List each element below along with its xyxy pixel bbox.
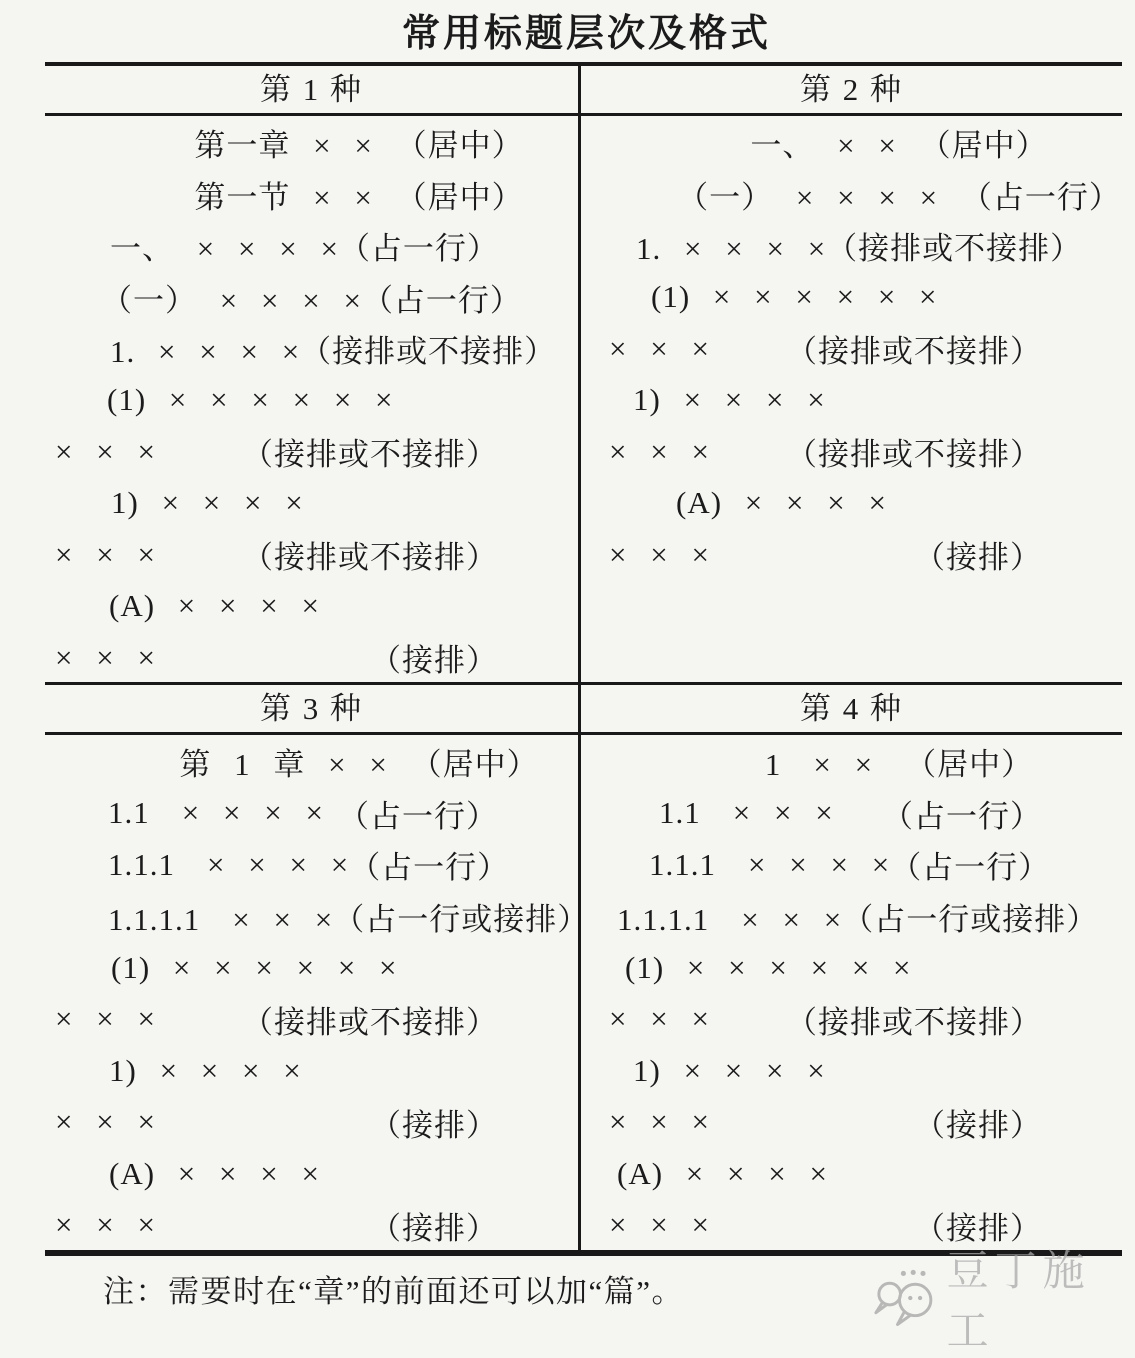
page-title: 常用标题层次及格式: [401, 13, 771, 55]
format-line-text: × × ×: [55, 1207, 156, 1243]
format-line-text: 1. × × × ×（接排或不接排）: [636, 231, 1083, 267]
format-line-text: 1. × × × ×（接排或不接排）: [110, 334, 557, 370]
format-line: [45, 632, 578, 684]
content-row: [45, 116, 1122, 685]
format-line-text: （一） × × × ×: [101, 282, 362, 318]
format-line-text: 1) × × × ×: [111, 485, 304, 521]
format-line-text: (A) × × × ×: [617, 1155, 828, 1191]
format-line-text: × × ×: [55, 536, 156, 572]
column-header: 第 2 种: [578, 66, 1122, 113]
format-line-text: 1) × × × ×: [633, 1052, 826, 1088]
format-line: [581, 375, 1122, 427]
content-row: [45, 735, 1122, 1250]
format-line-text: × × ×: [55, 1001, 156, 1037]
format-line-text: 1) × × × ×: [633, 382, 826, 418]
format-line-text: (1) × × × × × ×: [651, 279, 938, 315]
format-line-note: （接排或不接排）: [786, 1004, 1042, 1040]
format-line: [581, 788, 1122, 840]
format-line-text: × × ×: [609, 330, 710, 366]
format-line-note: （占一行）: [890, 850, 1051, 886]
column-header: 第 4 种: [578, 685, 1122, 732]
format-line: [45, 478, 578, 530]
format-line-text: × × ×: [609, 1104, 710, 1140]
format-line: [581, 529, 1122, 581]
format-line-note: （接排或不接排）: [786, 334, 1042, 370]
format-line-text: (A) × × × ×: [109, 588, 320, 624]
format-line: [45, 1097, 578, 1149]
format-line: [45, 220, 578, 272]
format-line-note: （占一行）: [349, 850, 510, 886]
format-line: [581, 426, 1122, 478]
format-line: [45, 891, 590, 943]
format-line: [45, 169, 578, 221]
format-line-text: 第 1 章 × × （居中）: [179, 747, 539, 783]
format-line: [45, 323, 578, 375]
format-line: [581, 736, 1122, 788]
format-cell: [45, 735, 590, 1250]
section-header-row: [45, 66, 1122, 116]
format-line-note: （接排或不接排）: [242, 540, 498, 576]
format-line-text: (1) × × × × × ×: [111, 949, 398, 985]
format-line-text: (1) × × × × × ×: [107, 382, 394, 418]
format-line-text: × × ×: [609, 536, 710, 572]
format-line-note: （占一行）: [361, 282, 522, 318]
format-line: [581, 891, 1122, 943]
watermark: [872, 1238, 1135, 1358]
format-line-note: （接排）: [370, 1210, 498, 1246]
section-header-row: [45, 685, 1122, 735]
format-line: [45, 375, 578, 427]
format-line: [581, 1097, 1122, 1149]
format-line-text: 第一节 × × （居中）: [194, 179, 524, 215]
watermark-text: 豆丁施工: [946, 1247, 1091, 1354]
format-line-text: × × ×: [609, 1001, 710, 1037]
format-line-note: （占一行）: [882, 798, 1042, 834]
format-line: [45, 788, 578, 840]
format-line-text: 1.1 × × ×: [659, 795, 834, 831]
format-line-note: （接排）: [914, 540, 1042, 576]
format-line-note: （接排或不接排）: [242, 1004, 498, 1040]
format-cell: [578, 116, 1122, 682]
format-line: [45, 736, 578, 788]
format-line: [581, 220, 1122, 272]
format-line: [45, 839, 578, 891]
format-line: [581, 323, 1122, 375]
format-line-text: 1 × × （居中）: [764, 747, 1034, 783]
format-line-text: × × ×: [55, 1104, 156, 1140]
format-line: [45, 994, 578, 1046]
format-line-note: （接排或不接排）: [242, 437, 498, 473]
format-line: [45, 581, 578, 633]
format-line-text: （一） × × × × （占一行）: [677, 179, 1121, 215]
format-line: [45, 426, 578, 478]
format-line: [45, 1045, 578, 1097]
format-line-text: 一、 × × × ×: [110, 231, 339, 267]
format-line: [581, 272, 1122, 324]
format-line: [45, 1148, 578, 1200]
format-line-note: （接排）: [914, 1107, 1042, 1143]
format-line-note: （接排或不接排）: [786, 437, 1042, 473]
format-line: [581, 478, 1122, 530]
footnote: [103, 1266, 684, 1311]
format-line-text: × × ×: [55, 433, 156, 469]
format-line-text: × × ×: [55, 639, 156, 675]
format-line-text: 1.1.1.1 × × ×（占一行或接排）: [108, 901, 590, 937]
format-line-text: (1) × × × × × ×: [625, 949, 912, 985]
format-line-note: （占一行）: [338, 798, 498, 834]
format-line-note: （接排）: [914, 1210, 1042, 1246]
format-line: [581, 1045, 1122, 1097]
format-line-text: × × ×: [609, 433, 710, 469]
format-line: [581, 839, 1122, 891]
format-line-text: (A) × × × ×: [676, 485, 887, 521]
format-line: [45, 529, 578, 581]
format-line: [581, 117, 1122, 169]
format-line-note: （接排）: [370, 643, 498, 679]
format-line: [581, 169, 1122, 221]
format-line: [581, 942, 1122, 994]
format-line-text: (A) × × × ×: [109, 1155, 320, 1191]
column-header: 第 3 种: [260, 691, 363, 726]
chat-bubbles-icon: [872, 1266, 945, 1330]
format-line: [581, 994, 1122, 1046]
format-cell: [578, 735, 1122, 1250]
format-line-text: × × ×: [609, 1207, 710, 1243]
format-line-text: 1.1 × × × ×: [108, 795, 324, 831]
format-line-text: 一、 × × （居中）: [750, 128, 1048, 164]
format-table: [45, 62, 1122, 1256]
format-cell: [45, 116, 578, 682]
format-line: [45, 117, 578, 169]
format-line: [581, 1148, 1122, 1200]
format-line-text: 1.1.1.1 × × ×（占一行或接排）: [617, 901, 1099, 937]
format-line-note: （接排）: [370, 1107, 498, 1143]
footnote-text: 注：需要时在“章”的前面还可以加“篇”。: [103, 1274, 685, 1309]
format-line-text: 1) × × × ×: [109, 1052, 302, 1088]
format-line: [45, 942, 578, 994]
format-line-text: 1.1.1 × × × ×: [649, 846, 891, 882]
column-header: 第 1 种: [260, 72, 363, 107]
format-line-text: 第一章 × × （居中）: [194, 128, 524, 164]
format-line-text: 1.1.1 × × × ×: [108, 846, 350, 882]
format-line-note: （占一行）: [338, 231, 499, 267]
format-line: [45, 272, 578, 324]
format-line: [45, 1200, 578, 1251]
